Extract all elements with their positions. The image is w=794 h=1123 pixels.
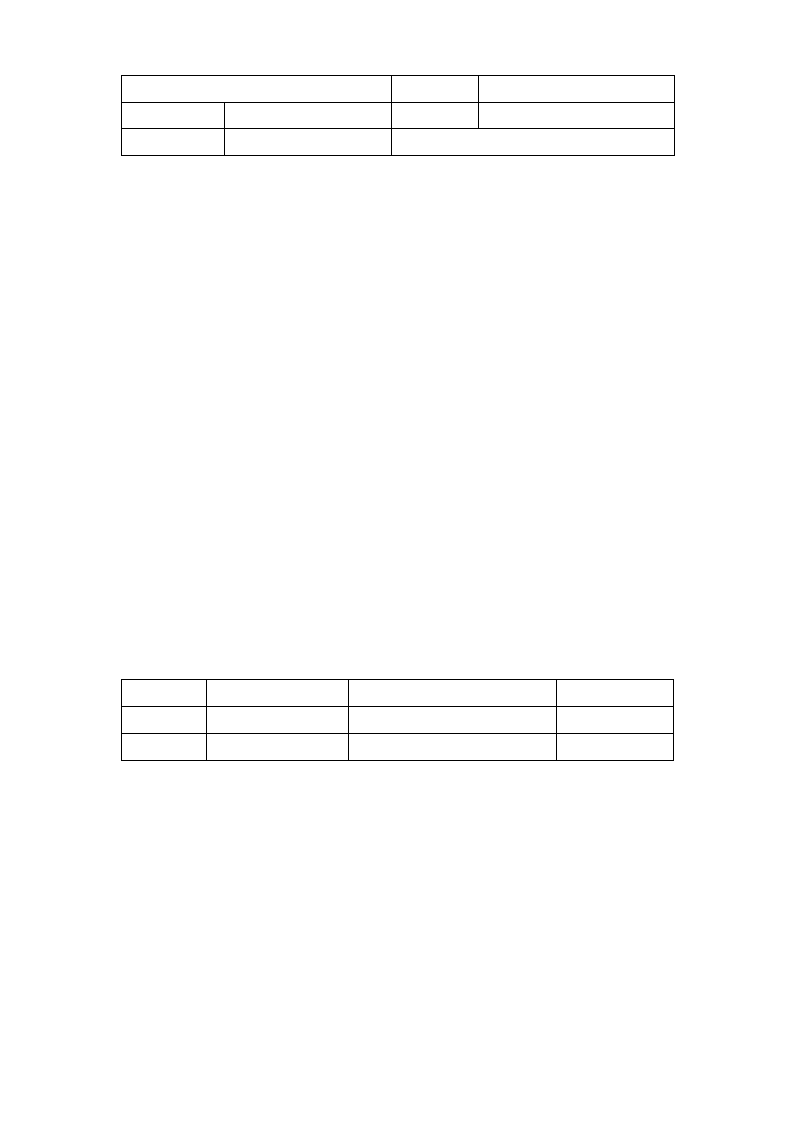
table-row [122, 76, 675, 103]
table-cell [225, 129, 392, 156]
table-cell [392, 76, 479, 103]
table-header-row [122, 680, 674, 707]
table-cell [349, 734, 557, 761]
software-table [121, 679, 674, 761]
table-cell [122, 707, 207, 734]
table-cell [122, 734, 207, 761]
table-row [122, 734, 674, 761]
table-cell [349, 707, 557, 734]
table-row [122, 102, 675, 129]
table-cell [225, 102, 392, 129]
table-row [122, 707, 674, 734]
column-header [557, 680, 674, 707]
table-cell [479, 76, 675, 103]
column-header [207, 680, 349, 707]
table-cell [557, 707, 674, 734]
table-row [122, 129, 675, 156]
analog-input-title [122, 76, 392, 103]
table-cell [122, 102, 225, 129]
column-header [122, 680, 207, 707]
table-cell [479, 102, 675, 129]
table-cell [207, 734, 349, 761]
table-cell [557, 734, 674, 761]
table-cell [122, 129, 225, 156]
column-header [349, 680, 557, 707]
analog-output-title [392, 129, 675, 156]
table-cell [207, 707, 349, 734]
io-definition-table [121, 75, 675, 156]
table-cell [392, 102, 479, 129]
